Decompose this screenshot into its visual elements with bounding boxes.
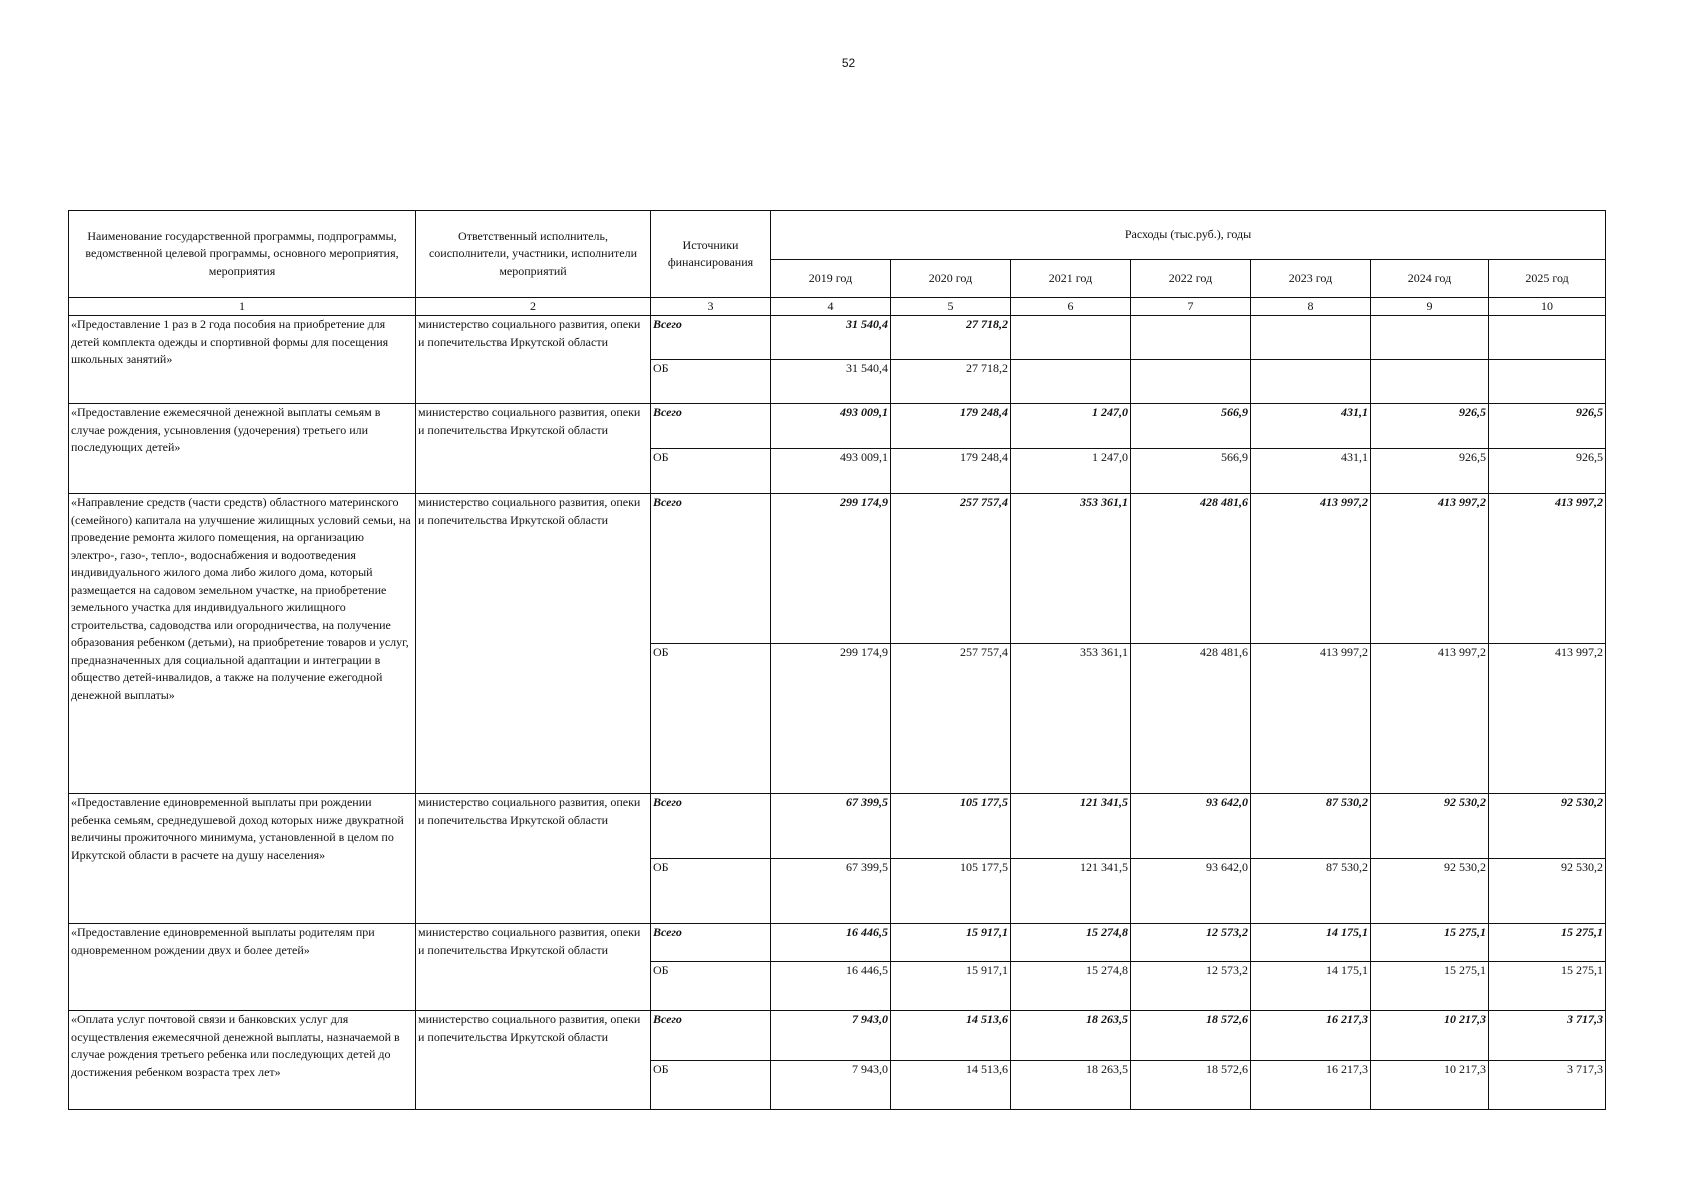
ob-value-cell: 121 341,5 xyxy=(1011,859,1131,924)
source-total-label: Всего xyxy=(651,404,771,449)
total-value-cell: 7 943,0 xyxy=(771,1011,891,1061)
total-value-cell: 926,5 xyxy=(1489,404,1606,449)
header-executor: Ответственный исполнитель, соисполнители, участники, исполнители мероприятий xyxy=(416,211,651,298)
total-value-cell xyxy=(1011,316,1131,360)
total-value-cell: 14 513,6 xyxy=(891,1011,1011,1061)
total-value-cell: 428 481,6 xyxy=(1131,494,1251,644)
program-name-cell: «Предоставление 1 раз в 2 года пособия на приобретение для детей комплекта одежды и спортивной формы для посещения школьных занятий» xyxy=(69,316,416,404)
ob-value-cell: 16 217,3 xyxy=(1251,1061,1371,1110)
ob-value-cell: 12 573,2 xyxy=(1131,962,1251,1011)
total-value-cell: 16 446,5 xyxy=(771,924,891,962)
column-number: 9 xyxy=(1371,298,1489,316)
ob-value-cell xyxy=(1011,360,1131,404)
column-number: 10 xyxy=(1489,298,1606,316)
total-value-cell xyxy=(1489,316,1606,360)
header-row xyxy=(69,211,1606,260)
total-value-cell: 926,5 xyxy=(1371,404,1489,449)
ob-value-cell xyxy=(1131,360,1251,404)
source-ob-label: ОБ xyxy=(651,859,771,924)
table-row-total xyxy=(69,1011,1606,1061)
ob-value-cell: 18 572,6 xyxy=(1131,1061,1251,1110)
source-ob-label: ОБ xyxy=(651,1061,771,1110)
source-total-label: Всего xyxy=(651,924,771,962)
total-value-cell: 27 718,2 xyxy=(891,316,1011,360)
total-value-cell: 67 399,5 xyxy=(771,794,891,859)
total-value-cell: 93 642,0 xyxy=(1131,794,1251,859)
ob-value-cell: 566,9 xyxy=(1131,449,1251,494)
ob-value-cell: 15 275,1 xyxy=(1489,962,1606,1011)
source-ob-label: ОБ xyxy=(651,449,771,494)
total-value-cell: 87 530,2 xyxy=(1251,794,1371,859)
ob-value-cell: 16 446,5 xyxy=(771,962,891,1011)
ob-value-cell: 431,1 xyxy=(1251,449,1371,494)
source-ob-label: ОБ xyxy=(651,962,771,1011)
ob-value-cell: 257 757,4 xyxy=(891,644,1011,794)
total-value-cell: 15 274,8 xyxy=(1011,924,1131,962)
program-name-cell: «Направление средств (части средств) областного материнского (семейного) капитала на улучшение жилищных условий семьи, на проведение ремонта жилого помещения, на организацию электро-, газо-, тепло-, водоснабжения и водоотведения индивидуального жилого дома либо жилого дома, который размещается на садовом земельном участке, на приобретение земельного участка для индивидуального жилищного строительства, садоводства или огородничества, на получение образования ребенком (детьми), на приобретение товаров и услуг, предназначенных для социальной адаптации и интеграции в общество детей-инвалидов, а также на получение ежегодной денежной выплаты» xyxy=(69,494,416,794)
table-row-total xyxy=(69,794,1606,859)
executor-cell: министерство социального развития, опеки и попечительства Иркутской области xyxy=(416,794,651,924)
ob-value-cell: 67 399,5 xyxy=(771,859,891,924)
source-ob-label: ОБ xyxy=(651,644,771,794)
ob-value-cell: 31 540,4 xyxy=(771,360,891,404)
ob-value-cell: 92 530,2 xyxy=(1489,859,1606,924)
total-value-cell: 1 247,0 xyxy=(1011,404,1131,449)
total-value-cell: 10 217,3 xyxy=(1371,1011,1489,1061)
ob-value-cell: 428 481,6 xyxy=(1131,644,1251,794)
page-number: 52 xyxy=(841,56,856,70)
header-year: 2019 год xyxy=(771,260,891,298)
executor-cell: министерство социального развития, опеки и попечительства Иркутской области xyxy=(416,494,651,794)
column-number: 4 xyxy=(771,298,891,316)
ob-value-cell: 15 917,1 xyxy=(891,962,1011,1011)
total-value-cell: 18 263,5 xyxy=(1011,1011,1131,1061)
ob-value-cell: 413 997,2 xyxy=(1371,644,1489,794)
ob-value-cell: 15 274,8 xyxy=(1011,962,1131,1011)
ob-value-cell: 353 361,1 xyxy=(1011,644,1131,794)
ob-value-cell: 179 248,4 xyxy=(891,449,1011,494)
source-total-label: Всего xyxy=(651,794,771,859)
ob-value-cell: 299 174,9 xyxy=(771,644,891,794)
total-value-cell: 12 573,2 xyxy=(1131,924,1251,962)
total-value-cell: 413 997,2 xyxy=(1251,494,1371,644)
source-ob-label: ОБ xyxy=(651,360,771,404)
total-value-cell: 121 341,5 xyxy=(1011,794,1131,859)
total-value-cell xyxy=(1371,316,1489,360)
ob-value-cell: 14 175,1 xyxy=(1251,962,1371,1011)
ob-value-cell xyxy=(1489,360,1606,404)
ob-value-cell: 926,5 xyxy=(1371,449,1489,494)
table-row-total xyxy=(69,494,1606,644)
column-number: 2 xyxy=(416,298,651,316)
ob-value-cell: 27 718,2 xyxy=(891,360,1011,404)
total-value-cell: 105 177,5 xyxy=(891,794,1011,859)
ob-value-cell xyxy=(1371,360,1489,404)
total-value-cell xyxy=(1251,316,1371,360)
table-row-total xyxy=(69,924,1606,962)
header-year: 2020 год xyxy=(891,260,1011,298)
header-expenses: Расходы (тыс.руб.), годы xyxy=(771,211,1606,260)
ob-value-cell xyxy=(1251,360,1371,404)
total-value-cell: 15 275,1 xyxy=(1489,924,1606,962)
total-value-cell: 257 757,4 xyxy=(891,494,1011,644)
ob-value-cell: 493 009,1 xyxy=(771,449,891,494)
ob-value-cell: 1 247,0 xyxy=(1011,449,1131,494)
total-value-cell: 3 717,3 xyxy=(1489,1011,1606,1061)
executor-cell: министерство социального развития, опеки и попечительства Иркутской области xyxy=(416,316,651,404)
total-value-cell: 493 009,1 xyxy=(771,404,891,449)
source-total-label: Всего xyxy=(651,316,771,360)
executor-cell: министерство социального развития, опеки и попечительства Иркутской области xyxy=(416,924,651,1011)
column-number: 3 xyxy=(651,298,771,316)
ob-value-cell: 105 177,5 xyxy=(891,859,1011,924)
ob-value-cell: 14 513,6 xyxy=(891,1061,1011,1110)
total-value-cell: 16 217,3 xyxy=(1251,1011,1371,1061)
total-value-cell: 566,9 xyxy=(1131,404,1251,449)
total-value-cell: 413 997,2 xyxy=(1371,494,1489,644)
table-row-total xyxy=(69,404,1606,449)
column-number: 6 xyxy=(1011,298,1131,316)
header-program-name: Наименование государственной программы, подпрограммы, ведомственной целевой программы, основного мероприятия, мероприятия xyxy=(69,211,416,298)
header-funding-source: Источники финансирования xyxy=(651,211,771,298)
column-number: 1 xyxy=(69,298,416,316)
source-total-label: Всего xyxy=(651,1011,771,1061)
executor-cell: министерство социального развития, опеки и попечительства Иркутской области xyxy=(416,1011,651,1110)
total-value-cell: 179 248,4 xyxy=(891,404,1011,449)
total-value-cell: 92 530,2 xyxy=(1489,794,1606,859)
financing-table xyxy=(68,210,1606,1110)
column-numbers-row xyxy=(69,298,1606,316)
total-value-cell: 431,1 xyxy=(1251,404,1371,449)
program-name-cell: «Предоставление единовременной выплаты при рождении ребенка семьям, среднедушевой доход которых ниже двукратной величины прожиточного минимума, установленной в целом по Иркутской области в расчете на душу населения» xyxy=(69,794,416,924)
header-year: 2021 год xyxy=(1011,260,1131,298)
total-value-cell: 92 530,2 xyxy=(1371,794,1489,859)
total-value-cell: 413 997,2 xyxy=(1489,494,1606,644)
ob-value-cell: 15 275,1 xyxy=(1371,962,1489,1011)
ob-value-cell: 3 717,3 xyxy=(1489,1061,1606,1110)
program-name-cell: «Предоставление единовременной выплаты родителям при одновременном рождении двух и более детей» xyxy=(69,924,416,1011)
total-value-cell: 31 540,4 xyxy=(771,316,891,360)
total-value-cell xyxy=(1131,316,1251,360)
ob-value-cell: 18 263,5 xyxy=(1011,1061,1131,1110)
program-name-cell: «Предоставление ежемесячной денежной выплаты семьям в случае рождения, усыновления (удочерения) третьего или последующих детей» xyxy=(69,404,416,494)
header-year: 2024 год xyxy=(1371,260,1489,298)
column-number: 8 xyxy=(1251,298,1371,316)
ob-value-cell: 93 642,0 xyxy=(1131,859,1251,924)
table-row-total xyxy=(69,316,1606,360)
total-value-cell: 15 917,1 xyxy=(891,924,1011,962)
ob-value-cell: 413 997,2 xyxy=(1251,644,1371,794)
source-total-label: Всего xyxy=(651,494,771,644)
ob-value-cell: 7 943,0 xyxy=(771,1061,891,1110)
total-value-cell: 353 361,1 xyxy=(1011,494,1131,644)
header-year: 2025 год xyxy=(1489,260,1606,298)
program-name-cell: «Оплата услуг почтовой связи и банковских услуг для осуществления ежемесячной денежной выплаты, назначаемой в случае рождения третьего ребенка или последующих детей до достижения ребенком возраста трех лет» xyxy=(69,1011,416,1110)
total-value-cell: 18 572,6 xyxy=(1131,1011,1251,1061)
column-number: 7 xyxy=(1131,298,1251,316)
column-number: 5 xyxy=(891,298,1011,316)
ob-value-cell: 87 530,2 xyxy=(1251,859,1371,924)
total-value-cell: 14 175,1 xyxy=(1251,924,1371,962)
ob-value-cell: 413 997,2 xyxy=(1489,644,1606,794)
executor-cell: министерство социального развития, опеки и попечительства Иркутской области xyxy=(416,404,651,494)
total-value-cell: 15 275,1 xyxy=(1371,924,1489,962)
ob-value-cell: 926,5 xyxy=(1489,449,1606,494)
header-year: 2022 год xyxy=(1131,260,1251,298)
header-year: 2023 год xyxy=(1251,260,1371,298)
total-value-cell: 299 174,9 xyxy=(771,494,891,644)
ob-value-cell: 92 530,2 xyxy=(1371,859,1489,924)
ob-value-cell: 10 217,3 xyxy=(1371,1061,1489,1110)
